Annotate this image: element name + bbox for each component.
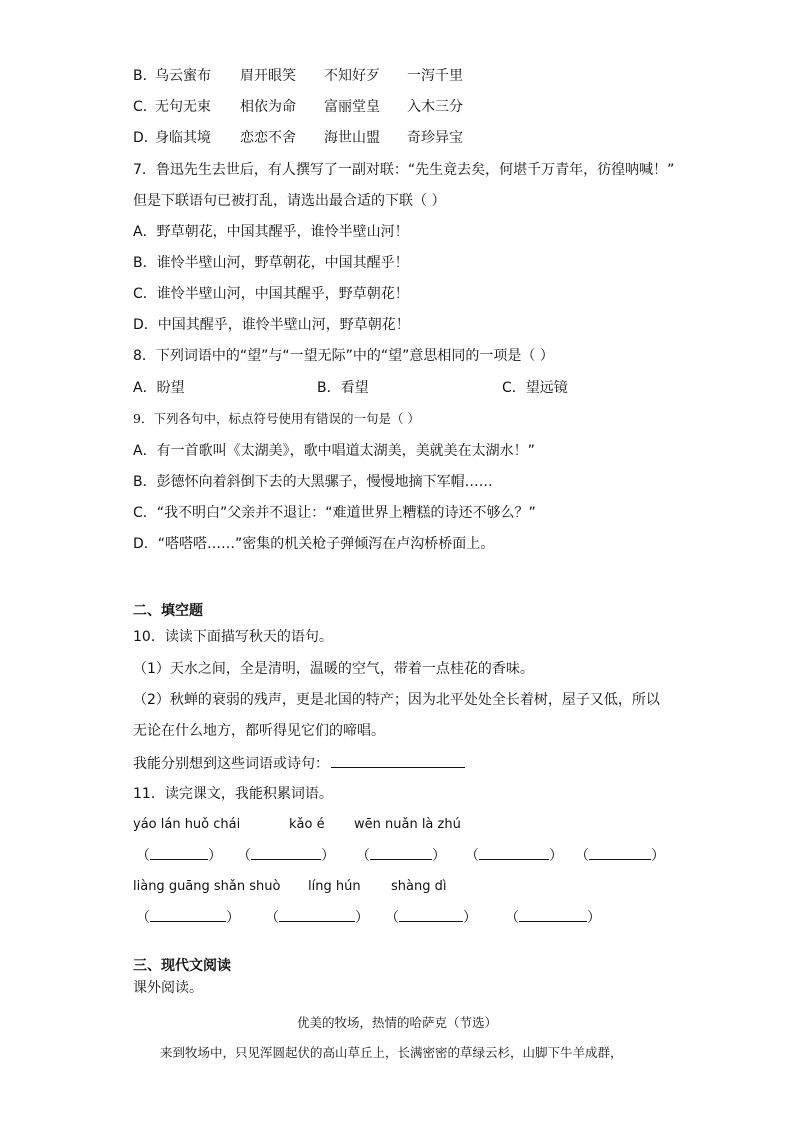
- q6-row-c-item-1: 无句无束: [155, 99, 211, 115]
- q8-option-a: A．盼望: [133, 380, 185, 396]
- q11-pinyin-5: líng hún: [308, 879, 361, 894]
- q10-answer-prompt: 我能分别想到这些词语或诗句：: [133, 756, 329, 772]
- q7-stem-line-1: 7．鲁迅先生去世后，有人撰写了一副对联：“先生竟去矣，何堪千万青年，彷徨呐喊！”: [133, 162, 675, 178]
- q6-row-c-label: C．: [133, 99, 157, 115]
- q6-row-d-item-4: 奇珍异宝: [407, 130, 463, 146]
- q10-answer-blank[interactable]: [331, 753, 465, 768]
- q6-row-d-item-3: 海世山盟: [324, 130, 380, 146]
- reading-title: 优美的牧场，热情的哈萨克（节选）: [296, 1015, 497, 1030]
- q10-sentence-1: （1）天水之间，全是清明，温暖的空气，带着一点桂花的香味。: [133, 661, 534, 677]
- q7-option-b: B．谁怜半壁山河，野草朝花，中国其醒乎！: [133, 255, 409, 271]
- q11-blank-8[interactable]: （ ）: [385, 910, 477, 926]
- q8-option-c: C．望远镜: [502, 380, 568, 396]
- q7-stem-line-2: 但是下联语句已被打乱，请选出最合适的下联（ ）: [133, 193, 446, 209]
- q7-option-d: D．中国其醒乎，谁怜半壁山河，野草朝花！: [133, 317, 410, 333]
- q6-row-b-label: B．: [133, 68, 157, 84]
- q11-pinyin-2: kǎo é: [289, 817, 325, 832]
- q11-pinyin-6: shàng dì: [391, 879, 447, 894]
- q10-sentence-2-line-1: （2）秋蝉的衰弱的残声，更是北国的特产；因为北平处处全长着树，屋子又低，所以: [133, 692, 660, 708]
- q6-row-c-item-2: 相依为命: [240, 99, 296, 115]
- reading-paragraph-1: 来到牧场中，只见浑圆起伏的高山草丘上，长满密密的草绿云杉，山脚下牛羊成群，: [160, 1045, 623, 1060]
- q11-blank-7[interactable]: （ ）: [265, 910, 369, 926]
- q6-row-b-item-4: 一泻千里: [407, 68, 463, 84]
- q11-blank-3[interactable]: （ ）: [356, 848, 446, 864]
- q11-blank-4[interactable]: （ ）: [465, 848, 563, 864]
- section-2-heading: 二、填空题: [133, 603, 203, 619]
- q9-stem: 9．下列各句中，标点符号使用有错误的一句是（ ）: [133, 411, 420, 426]
- q8-stem: 8．下列词语中的“望”与“一望无际”中的“望”意思相同的一项是（ ）: [133, 348, 554, 364]
- q11-blank-2[interactable]: （ ）: [237, 848, 335, 864]
- q7-option-a: A．野草朝花，中国其醒乎，谁怜半壁山河！: [133, 224, 409, 240]
- q9-option-c: C．“我不明白”父亲并不退让：“难道世界上糟糕的诗还不够么？”: [133, 505, 536, 521]
- q10-sentence-2-line-2: 无论在什么地方，都听得见它们的啼唱。: [133, 723, 385, 739]
- q11-pinyin-3: wēn nuǎn là zhú: [354, 817, 461, 832]
- q6-row-d-item-2: 恋恋不舍: [240, 130, 296, 146]
- q11-blank-6[interactable]: （ ）: [136, 910, 240, 926]
- q10-stem: 10．读读下面描写秋天的语句。: [133, 629, 333, 645]
- reading-intro: 课外阅读。: [133, 980, 203, 996]
- q10-answer-line: [133, 753, 465, 774]
- q11-blank-9[interactable]: （ ）: [505, 910, 601, 926]
- q9-option-d: D．“嗒嗒嗒……”密集的机关枪子弹倾泻在卢沟桥桥面上。: [133, 536, 495, 552]
- q8-option-b: B．看望: [317, 380, 369, 396]
- q6-row-b-item-3: 不知好歹: [324, 68, 380, 84]
- q11-pinyin-4: liàng guāng shǎn shuò: [133, 879, 281, 894]
- q11-pinyin-1: yáo lán huǒ chái: [133, 817, 241, 832]
- q6-row-c-item-3: 富丽堂皇: [324, 99, 380, 115]
- q6-row-b-item-2: 眉开眼笑: [240, 68, 296, 84]
- q6-row-d-label: D．: [133, 130, 158, 146]
- section-3-heading: 三、现代文阅读: [133, 958, 231, 974]
- q11-blank-1[interactable]: （ ）: [136, 848, 222, 864]
- q11-stem: 11．读完课文，我能积累词语。: [133, 786, 333, 802]
- q6-row-d-item-1: 身临其境: [155, 130, 211, 146]
- q9-option-b: B．彭德怀向着斜倒下去的大黑骡子，慢慢地摘下军帽……: [133, 474, 493, 490]
- q11-blank-5[interactable]: （ ）: [575, 848, 665, 864]
- q6-row-c-item-4: 入木三分: [407, 99, 463, 115]
- q9-option-a: A．有一首歌叫《太湖美》，歌中唱道太湖美，美就美在太湖水！”: [133, 443, 535, 459]
- q6-row-b-item-1: 乌云蜜布: [155, 68, 211, 84]
- q7-option-c: C．谁怜半壁山河，中国其醒乎，野草朝花！: [133, 286, 409, 302]
